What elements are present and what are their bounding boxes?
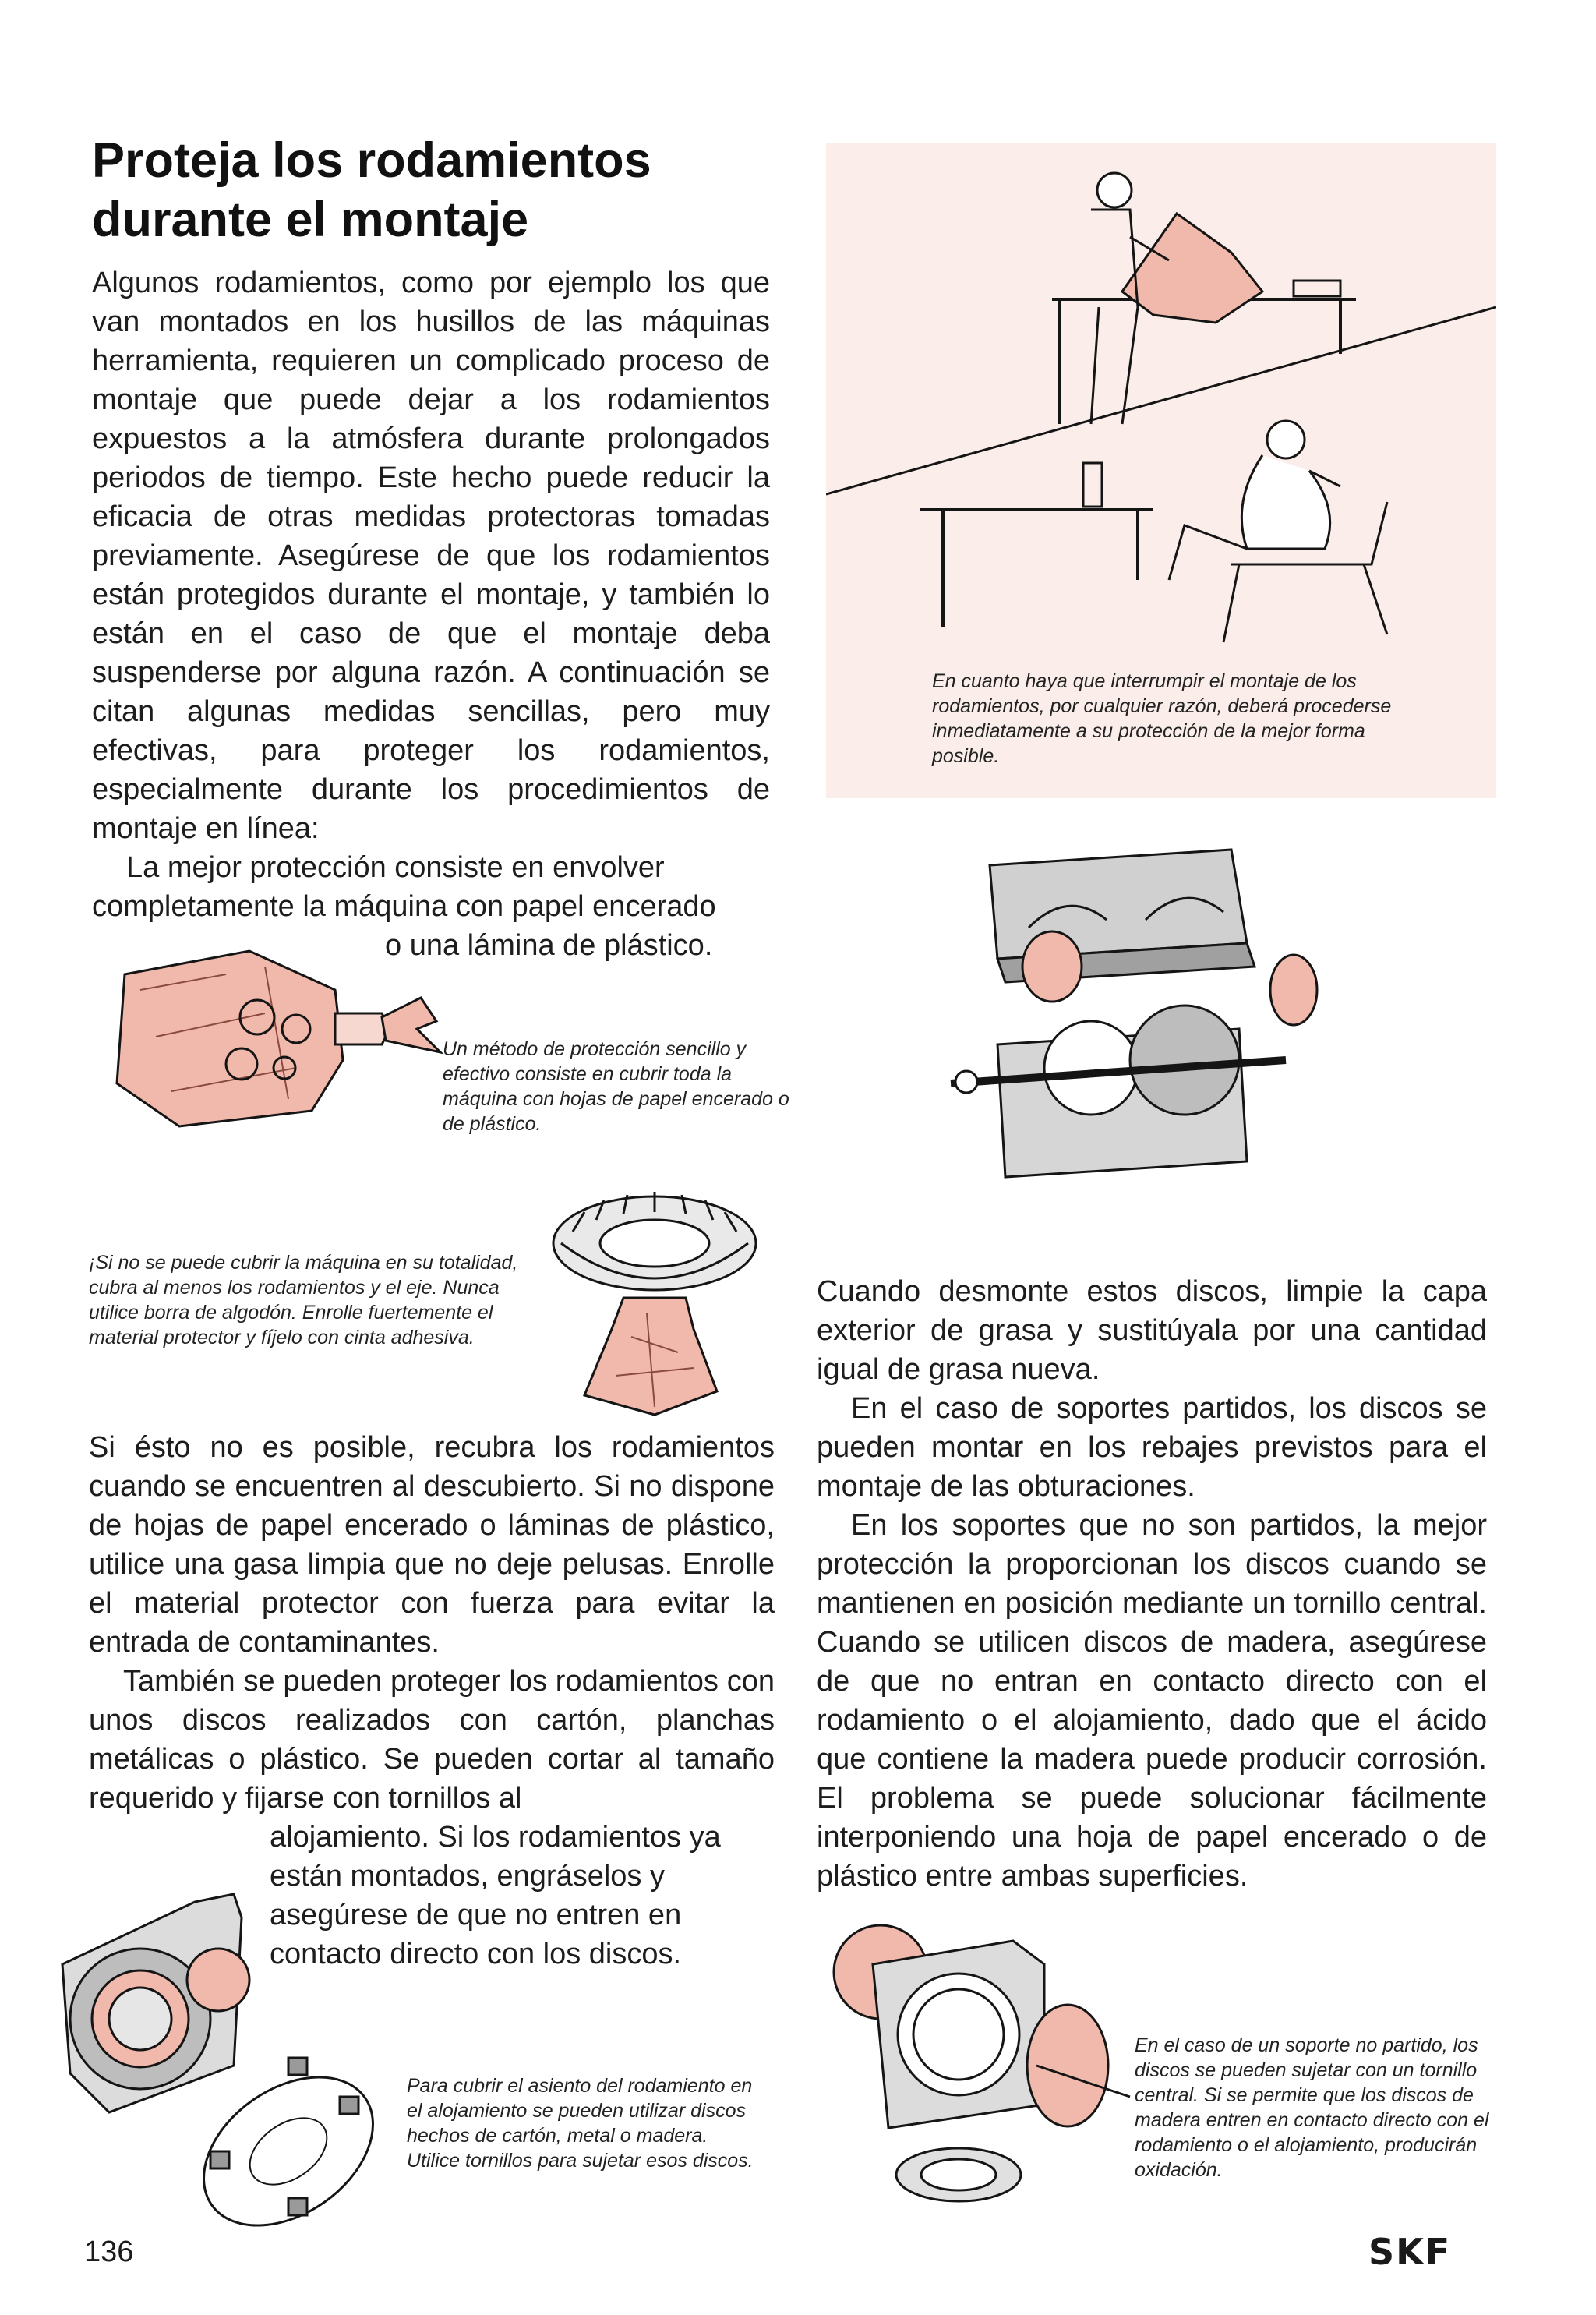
split-housing-exploded-illustration [904, 834, 1340, 1216]
cover-exposed-paragraph [89, 1428, 775, 1662]
discs-text-b: alojamiento. Si los rodamientos ya están montados, engráselos y asegúrese de que no entren en contacto directo con los discos. [270, 1821, 721, 1970]
discs-text-a: También se pueden proteger los rodamientos con unos discos realizados con cartón, planchas metálicas o plástico. Se pueden cortar al tamaño requerido y fijarse con tornillos al [89, 1665, 775, 1815]
intro-text: Algunos rodamientos, como por ejemplo los que van montados en los husillos de las máquinas herramienta, requieren un complicado proceso de montaje que puede dejar a los rodamientos expuestos a la atmósfera durante prolongados periodos de tiempo. Este hecho puede reducir la eficacia de otras medidas protectoras tomadas previamente. Asegúrese de que los rodamientos están protegidos durante el montaje, y también lo están en el caso de que el montaje deba suspenderse por alguna razón. A continuación se citan algunas medidas sencillas, pero muy efectivas, para proteger los rodamientos, especialmente durante los procedimientos de montaje en línea: [92, 267, 770, 845]
intro-paragraph [92, 263, 770, 848]
best-protection-paragraph [92, 848, 770, 926]
caption-wrap: Un método de protección sencillo y efectivo consiste en cubrir toda la máquina con hojas de papel encerado o de plástico. [443, 1038, 789, 1135]
page-title: Proteja los rodamientos durante el montaje [92, 133, 651, 247]
split-housing-paragraph [817, 1389, 1487, 1506]
nonsplit-housing-illustration [803, 1917, 1138, 2214]
cover-exposed-text: Si ésto no es posible, recubra los rodamientos cuando se encuentren al descubierto. Si no dispone de hojas de papel encerado o láminas de plástico, utilice una gasa limpia que no deje pelusas. Enrolle el material protector con fuerza para evitar la entrada de contaminantes. [89, 1431, 775, 1659]
split-housing-text: En el caso de soportes partidos, los discos se pueden montar en los rebajes previstos para el montaje de las obturaciones. [817, 1392, 1487, 1503]
best-protection-text-b: o una lámina de plástico. [385, 929, 713, 962]
caption-discs: Para cubrir el asiento del rodamiento en el alojamiento se pueden utilizar discos hechos de cartón, metal o madera. Utilice tornillos para sujetar esos discos. [407, 2075, 754, 2172]
brand-logo: SKF [1368, 2231, 1452, 2273]
dismount-paragraph [817, 1272, 1487, 1389]
caption-nonsplit: En el caso de un soporte no partido, los discos se pueden sujetar con un tornillo central. Si se permite que los discos de madera entren en contacto directo con el rodamiento o el alojamiento, producirán oxidación. [1135, 2034, 1489, 2181]
wrapped-machine-illustration [109, 943, 452, 1130]
nonsplit-housing-text: En los soportes que no son partidos, la mejor protección la proporcionan los discos cuando se mantienen en posición mediante un tornillo central. Cuando se utilicen discos de madera, asegúrese de que no entran en contacto directo con el rodamiento o el alojamiento, dado que el ácido que contiene la madera puede producir corrosión. El problema se puede solucionar fácilmente interponiendo una hoja de papel encerado o de plástico entre ambas superficies. [817, 1509, 1487, 1893]
nonsplit-housing-paragraph [817, 1506, 1487, 1896]
page-number: 136 [84, 2235, 134, 2268]
dismount-text: Cuando desmonte estos discos, limpie la capa exterior de grasa y sustitúyala por una cantidad igual de grasa nueva. [817, 1275, 1487, 1386]
housing-disc-screws-illustration [47, 1871, 397, 2229]
discs-paragraph [89, 1662, 775, 1818]
wrapped-bearing-gear-illustration [538, 1181, 772, 1430]
best-protection-text-a: La mejor protección consiste en envolver completamente la máquina con papel encerado [92, 851, 716, 923]
caption-cover-bearing: ¡Si no se puede cubrir la máquina en su totalidad, cubra al menos los rodamientos y el eje. Nunca utilice borra de algodón. Enrolle fuertemente el material protector y fíjelo con cinta adhesiva. [89, 1252, 518, 1348]
caption-interrupt: En cuanto haya que interrumpir el montaje de los rodamientos, por cualquier razón, deberá procederse inmediatamente a su protección de la mejor forma posible. [932, 670, 1392, 767]
